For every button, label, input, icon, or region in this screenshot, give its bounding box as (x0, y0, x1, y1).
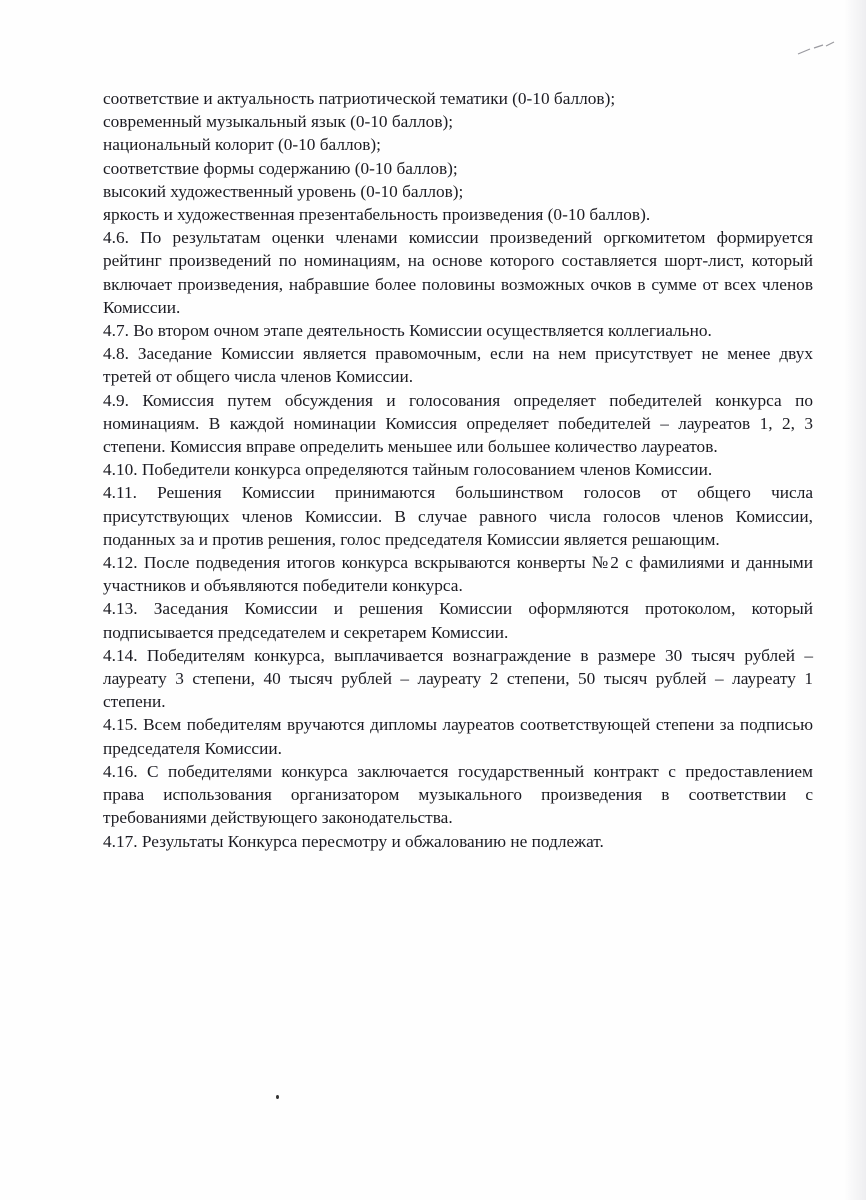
criterion-item: современный музыкальный язык (0-10 баллов); (103, 112, 454, 132)
scan-shadow (844, 0, 866, 1200)
criterion-item: высокий художественный уровень (0-10 баллов); (103, 181, 464, 201)
corner-scribble (796, 40, 836, 58)
criteria-list (103, 87, 813, 226)
scan-speck (276, 1095, 279, 1099)
criterion-item: национальный колорит (0-10 баллов); (103, 135, 381, 155)
clause-4-6: 4.6. По результатам оценки членами комиссии произведений оргкомитетом формируется рейтинг произведений по номинациям, на основе которого составляется шорт-лист, который включает произведения, набравшие более половины возможных очков в сумме от всех членов Комиссии. (103, 228, 813, 317)
clause-4-11: 4.11. Решения Комиссии принимаются большинством голосов от общего числа присутствующих членов Комиссии. В случае равного числа голосов членов Комиссии, поданных за и против решения, голос председателя Комиссии является решающим. (103, 483, 813, 549)
criterion-item: яркость и художественная презентабельность произведения (0-10 баллов). (103, 205, 651, 225)
clause-4-17: 4.17. Результаты Конкурса пересмотру и обжалованию не подлежат. (103, 831, 604, 851)
clause-4-10: 4.10. Победители конкурса определяются тайным голосованием членов Комиссии. (103, 460, 713, 480)
clause-4-12: 4.12. После подведения итогов конкурса вскрываются конверты №2 с фамилиями и данными участников и объявляются победители конкурса. (103, 553, 813, 596)
clause-4-13: 4.13. Заседания Комиссии и решения Комиссии оформляются протоколом, который подписывается председателем и секретарем Комиссии. (103, 599, 813, 642)
criterion-item: соответствие формы содержанию (0-10 баллов); (103, 158, 458, 178)
clause-4-16: 4.16. С победителями конкурса заключается государственный контракт с предоставлением права использования организатором музыкального произведения в соответствии с требованиями действующего законодательства. (103, 761, 813, 828)
criterion-item: соответствие и актуальность патриотической тематики (0-10 баллов); (103, 89, 616, 108)
clause-4-7: 4.7. Во втором очном этапе деятельность Комиссии осуществляется коллегиально. (103, 321, 712, 341)
document-body (103, 87, 813, 853)
clause-4-15: 4.15. Всем победителям вручаются дипломы лауреатов соответствующей степени за подписью председателя Комиссии. (103, 715, 813, 758)
clause-4-14: 4.14. Победителям конкурса, выплачивается вознаграждение в размере 30 тысяч рублей – лауреату 3 степени, 40 тысяч рублей – лауреату 2 степени, 50 тысяч рублей – лауреату 1 степени. (103, 645, 813, 712)
clause-4-9: 4.9. Комиссия путем обсуждения и голосования определяет победителей конкурса по номинациям. В каждой номинации Комиссия определяет победителей – лауреатов 1, 2, 3 степени. Комиссия вправе определить меньшее или большее количество лауреатов. (103, 390, 813, 457)
clause-4-8: 4.8. Заседание Комиссии является правомочным, если на нем присутствует не менее двух третей от общего числа членов Комиссии. (103, 344, 813, 387)
